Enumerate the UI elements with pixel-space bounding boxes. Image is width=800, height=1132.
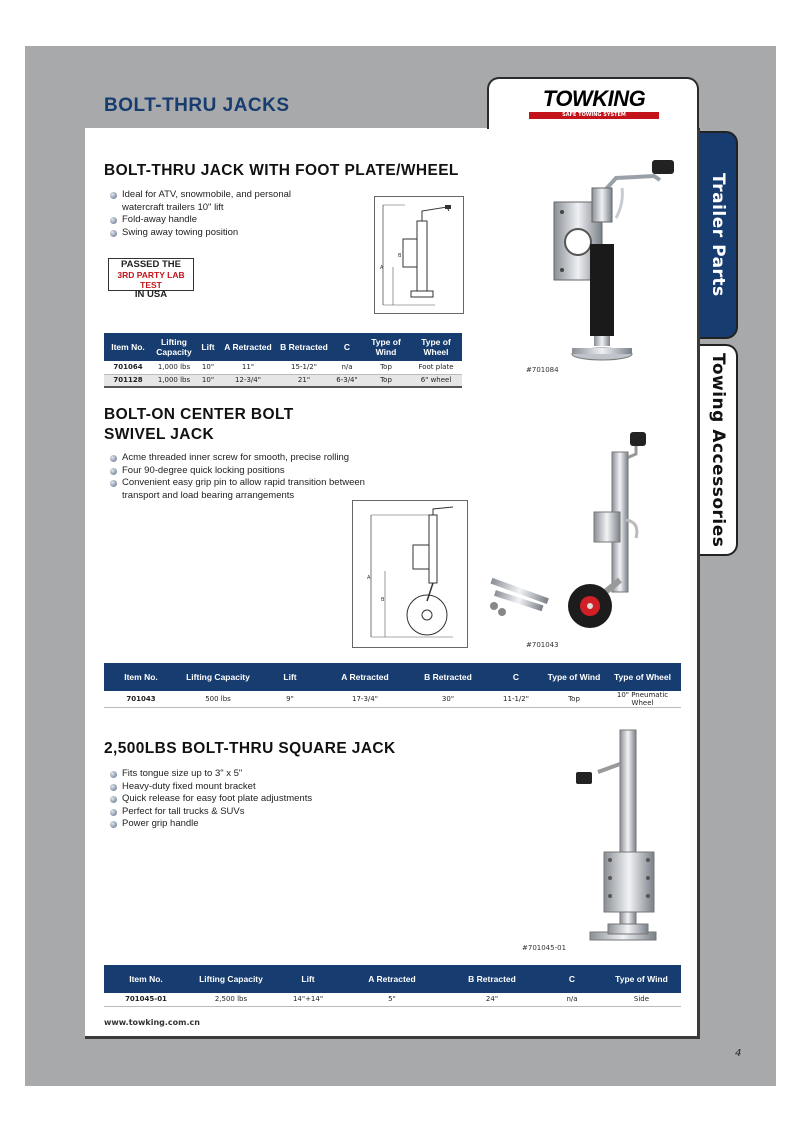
list-item: Fits tongue size up to 3" x 5" [108,768,368,781]
header-lift: Lift [258,663,322,691]
header-b-retracted: B Retracted [442,965,542,993]
logo-tagline: SAFE TOWING SYSTEM [529,112,659,119]
section1-product-photo [544,158,694,368]
list-item: Quick release for easy foot plate adjustments [108,793,368,806]
cell: 10" Pneumatic Wheel [604,691,681,708]
cell: 500 lbs [178,691,258,708]
list-item: Acme threaded inner screw for smooth, precise rolling [108,452,378,465]
cell: 14"+14" [274,993,342,1006]
cell: n/a [542,993,602,1006]
badge-line-1: PASSED THE [120,259,181,270]
header-a-retracted: A Retracted [342,965,442,993]
header-type-of-wind: Type of Wind [362,333,410,361]
list-item: Power grip handle [108,818,368,831]
header-lifting-capacity: Lifting Capacity [188,965,274,993]
section2-title-line1: BOLT-ON CENTER BOLT [104,406,294,423]
header-item-no: Item No. [104,965,188,993]
cell: 11-1/2" [488,691,544,708]
table-row [104,361,462,374]
footer-url[interactable]: www.towking.com.cn [104,1018,200,1027]
cell: Top [362,374,410,387]
swivel-jack-image [480,430,660,630]
header-c: C [542,965,602,993]
section1-dimension-drawing [374,196,464,314]
section3-product-photo [568,728,668,952]
table-header-row [104,663,681,691]
header-item-no: Item No. [104,333,152,361]
list-item: Fold-away handle [108,214,328,227]
section2-product-photo [480,430,660,630]
header-c: C [332,333,362,361]
list-item: Four 90-degree quick locking positions [108,465,378,478]
cell: 5" [342,993,442,1006]
section3-spec-table [104,965,681,1007]
header-type-of-wheel: Type of Wheel [604,663,681,691]
cell: 6" wheel [410,374,462,387]
cell: Top [544,691,604,708]
tab-towing-accessories-label: Towing Accessories [708,352,728,548]
cell: Top [362,361,410,374]
cell: 1,000 lbs [152,374,196,387]
cell: n/a [332,361,362,374]
list-item: Swing away towing position [108,227,328,240]
header-b-retracted: B Retracted [408,663,488,691]
tab-trailer-parts[interactable] [700,131,738,339]
page-number: 4 [735,1048,742,1059]
jack-line-drawing [375,197,463,313]
section3-caption: #701045-01 [522,944,567,952]
section2-dimension-drawing [352,500,468,648]
cell: 30" [408,691,488,708]
cell: 12-3/4" [220,374,276,387]
cell: 24" [442,993,542,1006]
list-item: Heavy-duty fixed mount bracket [108,781,368,794]
svg-text:B: B [381,597,385,603]
list-item: Ideal for ATV, snowmobile, and personal watercraft trailers 10" lift [108,189,328,214]
header-a-retracted: A Retracted [322,663,408,691]
section3-title: 2,500LBS BOLT-THRU SQUARE JACK [104,740,396,757]
table-header-row [104,333,462,361]
header-lifting-capacity: Lifting Capacity [152,333,196,361]
jack-with-foot-plate-image [544,158,694,368]
section2-title-line2: SWIVEL JACK [104,426,215,443]
cell: 6-3/4" [332,374,362,387]
header-type-of-wind: Type of Wind [602,965,681,993]
cell: Foot plate [410,361,462,374]
cell: 21" [276,374,332,387]
towking-logo [528,88,660,120]
section1-spec-table [104,333,462,388]
section2-caption: #701043 [526,641,559,649]
cell: 17-3/4" [322,691,408,708]
section3-bullets [108,768,368,831]
table-header-row [104,965,681,993]
list-item: Perfect for tall trucks & SUVs [108,806,368,819]
cell: 10" [196,374,220,387]
table-row [104,993,681,1006]
page-title: BOLT-THRU JACKS [104,95,290,116]
cell: 701045-01 [104,993,188,1006]
svg-text:A: A [380,265,384,271]
cell: 15-1/2" [276,361,332,374]
badge-line-2: 3RD PARTY LAB TEST [117,270,185,290]
header-a-retracted: A Retracted [220,333,276,361]
cell: 701043 [104,691,178,708]
section2-title [104,405,294,445]
cell: 2,500 lbs [188,993,274,1006]
lab-test-badge [108,258,194,300]
list-item: Convenient easy grip pin to allow rapid transition between transport and load bearing arrangements [108,477,378,502]
section1-bullets [108,189,328,239]
header-c: C [488,663,544,691]
header-type-of-wheel: Type of Wheel [410,333,462,361]
header-lift: Lift [274,965,342,993]
section1-title: BOLT-THRU JACK WITH FOOT PLATE/WHEEL [104,162,459,179]
cell: 1,000 lbs [152,361,196,374]
cell: Side [602,993,681,1006]
cell: 701128 [104,374,152,387]
svg-text:A: A [367,575,371,581]
section2-spec-table [104,663,681,708]
logo-name: TOWKING [542,86,646,111]
cell: 10" [196,361,220,374]
table-row [104,374,462,387]
header-type-of-wind: Type of Wind [544,663,604,691]
square-jack-image [568,728,668,952]
header-b-retracted: B Retracted [276,333,332,361]
svg-text:B: B [398,253,402,259]
tab-trailer-parts-label: Trailer Parts [708,173,728,297]
cell: 11" [220,361,276,374]
section1-caption: #701084 [526,366,559,374]
header-lifting-capacity: Lifting Capacity [178,663,258,691]
cell: 9" [258,691,322,708]
table-row [104,691,681,708]
cell: 701064 [104,361,152,374]
badge-line-3: IN USA [134,289,168,300]
header-lift: Lift [196,333,220,361]
swivel-jack-line-drawing [353,501,467,647]
section2-bullets [108,452,378,502]
tab-towing-accessories[interactable] [700,344,738,556]
header-item-no: Item No. [104,663,178,691]
